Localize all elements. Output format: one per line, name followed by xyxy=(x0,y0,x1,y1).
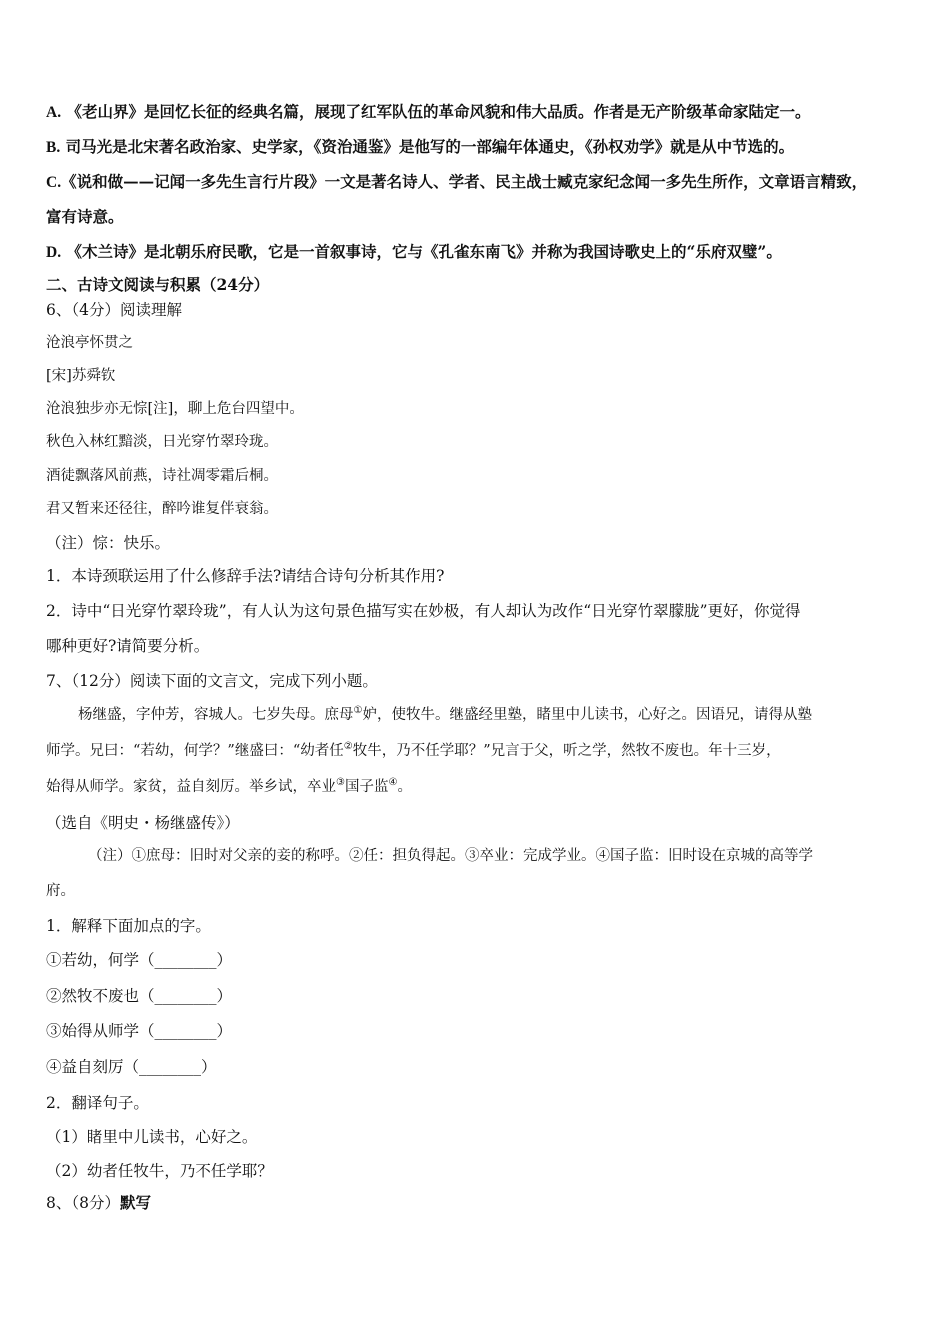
q8-number: 8、（8分） xyxy=(46,1194,120,1212)
poem-line-4: 君又暂来还径往，醉吟谁复伴衰翁。 xyxy=(46,501,278,517)
fill-blank-item-2: ②然牧不废也（________） xyxy=(46,987,233,1005)
footnote-marker: ④ xyxy=(388,777,398,789)
poem-line-1: 沧浪独步亦无悰[注]，聊上危台四望中。 xyxy=(46,401,304,417)
option-a xyxy=(46,101,916,124)
q7-sub-1: 1．解释下面加点的字。 xyxy=(46,917,211,935)
passage-text: 杨继盛，字仲芳，容城人。七岁失母。庶母 xyxy=(78,707,354,723)
option-c-text: 《说和做——记闻一多先生言行片段》一文是著名诗人、学者、民主战士臧克家纪念闻一多先生所作，文章语言精致， xyxy=(61,172,868,191)
fill-blank-item-3: ③始得从师学（________） xyxy=(46,1022,233,1040)
fill-blank-item-1: ①若幼，何学（________） xyxy=(46,951,233,969)
q6-question-2-continued: 哪种更好?请简要分析。 xyxy=(46,637,210,655)
q6-question-2: 2．诗中“日光穿竹翠玲珑”，有人认为这句景色描写实在妙极，有人却认为改作“日光穿竹翠朦胧”更好，你觉得 xyxy=(46,602,801,620)
passage-line-3 xyxy=(46,776,916,798)
option-a-label: A. xyxy=(46,104,62,121)
passage-line-2 xyxy=(46,740,916,762)
q7-sub-2: 2．翻译句子。 xyxy=(46,1094,149,1112)
passage-text: 始得从师学。家贫，益自刻厉。举乡试，卒业 xyxy=(46,779,336,795)
option-d-label: D. xyxy=(46,244,62,261)
poem-author: [宋]苏舜钦 xyxy=(46,368,116,384)
passage-notes: （注）①庶母：旧时对父亲的妾的称呼。②任：担负得起。③卒业：完成学业。④国子监：旧时设在京城的高等学 xyxy=(88,848,813,864)
option-b-text: 司马光是北宋著名政治家、史学家，《资治通鉴》是他写的一部编年体通史，《孙权劝学》就是从中节选的。 xyxy=(65,137,795,156)
q6-question-1: 1．本诗颈联运用了什么修辞手法?请结合诗句分析其作用? xyxy=(46,567,445,585)
option-a-text: 《老山界》是回忆长征的经典名篇，展现了红军队伍的革命风貌和伟大品质。作者是无产阶级革命家陆定一。 xyxy=(66,102,811,121)
translate-item-1: （1）睹里中儿读书，心好之。 xyxy=(46,1128,258,1146)
section-2-heading: 二、古诗文阅读与积累（24分） xyxy=(46,275,270,294)
q6-header: 6、（4分）阅读理解 xyxy=(46,301,182,319)
footnote-marker: ③ xyxy=(336,777,345,789)
option-d-text: 《木兰诗》是北朝乐府民歌，它是一首叙事诗，它与《孔雀东南飞》并称为我国诗歌史上的“乐府双璧”。 xyxy=(66,242,782,261)
option-d xyxy=(46,241,916,264)
option-c-continued: 富有诗意。 xyxy=(46,207,124,226)
footnote-marker: ① xyxy=(353,705,363,717)
passage-notes-continued: 府。 xyxy=(46,883,75,899)
passage-text: 。 xyxy=(397,779,412,795)
poem-title: 沧浪亭怀贯之 xyxy=(46,335,133,351)
footnote-marker: ② xyxy=(343,741,353,753)
passage-text: 牧牛，乃不任学耶？”兄言于父，听之学，然牧不废也。年十三岁， xyxy=(352,743,781,759)
q8-header xyxy=(46,1192,916,1214)
passage-text: 妒，使牧牛。继盛经里塾，睹里中儿读书，心好之。因语兄，请得从塾 xyxy=(362,707,812,723)
option-c xyxy=(46,171,916,194)
poem-line-2: 秋色入林红黯淡，日光穿竹翠玲珑。 xyxy=(46,434,278,450)
q8-title: 默写 xyxy=(119,1193,151,1212)
passage-source: （选自《明史・杨继盛传》） xyxy=(46,814,240,832)
option-b xyxy=(46,136,916,159)
q7-header: 7、（12分）阅读下面的文言文，完成下列小题。 xyxy=(46,672,378,690)
poem-note: （注）悰：快乐。 xyxy=(46,534,171,552)
passage-text: 国子监 xyxy=(344,779,389,795)
passage-line-1 xyxy=(78,704,916,726)
translate-item-2: （2）幼者任牧牛，乃不任学耶？ xyxy=(46,1162,273,1180)
passage-text: 师学。兄曰：“若幼，何学？”继盛曰：“幼者任 xyxy=(46,743,344,759)
poem-line-3: 酒徒飘落风前燕，诗社凋零霜后桐。 xyxy=(46,468,278,484)
option-c-label: C. xyxy=(46,174,62,191)
fill-blank-item-4: ④益自刻厉（________） xyxy=(46,1058,217,1076)
option-b-label: B. xyxy=(46,139,61,156)
